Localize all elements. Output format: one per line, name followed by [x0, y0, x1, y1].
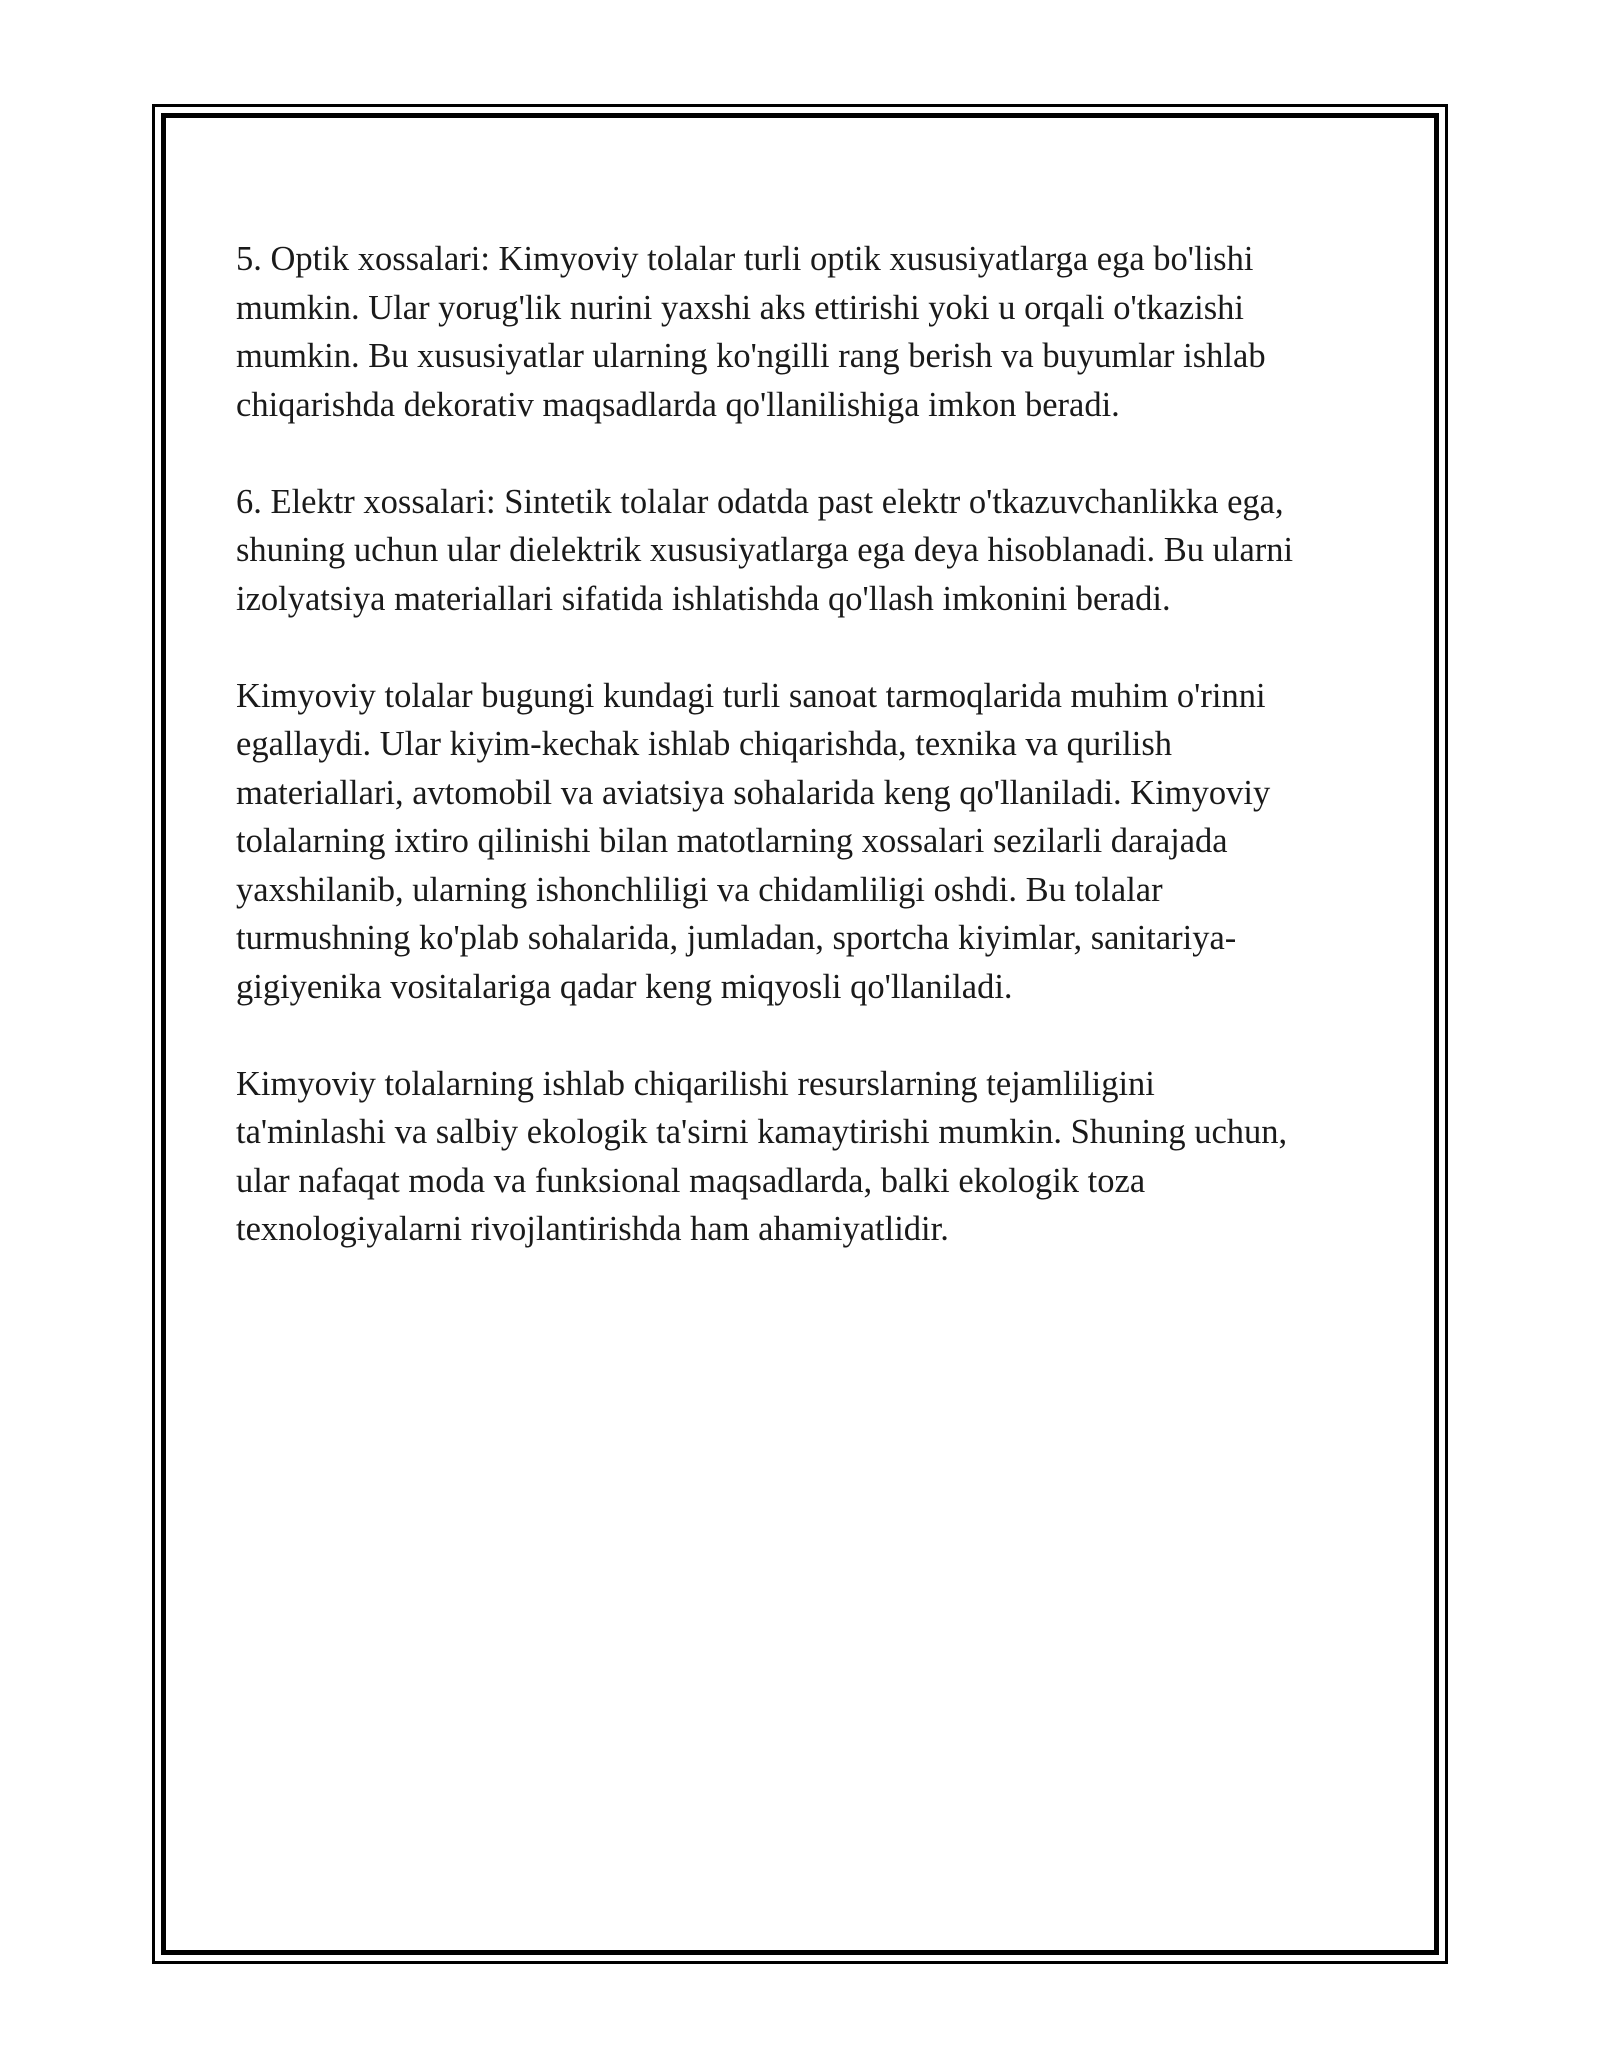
paragraph-ecology: Kimyoviy tolalarning ishlab chiqarilishi resurslarning tejamliligini ta'minlashi va salbiy ekologik ta'sirni kamaytirishi mumkin. Shuning uchun, ular nafaqat moda va funksional maqsadlarda, balki ekologik toza texnologiyalarni rivojlantirishda ham ahamiyatlidir.: [236, 1064, 1288, 1248]
paragraph-industry-usage: Kimyoviy tolalar bugungi kundagi turli sanoat tarmoqlarida muhim o'rinni egallaydi. Ular kiyim-kechak ishlab chiqarishda, texnika va qurilish materiallari, avtomobil va aviatsiya sohalarida keng qo'llaniladi. Kimyoviy tolalarning ixtiro qilinishi bilan matotlarning xossalari sezilarli darajada yaxshilanib, ularning ishonchliligi va chidamliligi oshdi. Bu tolalar turmushning ko'plab sohalarida, jumladan, sportcha kiyimlar, sanitariya- gigiyenika vositalariga qadar keng miqyosli qo'llaniladi.: [236, 676, 1271, 1006]
document-body: [236, 235, 1376, 1302]
paragraph-optical-properties: 5. Optik xossalari: Kimyoviy tolalar turli optik xususiyatlarga ega bo'lishi mumkin. Ular yorug'lik nurini yaxshi aks ettirishi yoki u orqali o'tkazishi mumkin. Bu xususiyatlar ularning ko'ngilli rang berish va buyumlar ishlab chiqarishda dekorativ maqsadlarda qo'llanilishiga imkon beradi.: [236, 240, 1266, 424]
paragraph-electrical-properties: 6. Elektr xossalari: Sintetik tolalar odatda past elektr o'tkazuvchanlikka ega, shuning uchun ular dielektrik xususiyatlarga ega deya hisoblanadi. Bu ularni izolyatsiya materiallari sifatida ishlatishda qo'llash imkonini beradi.: [236, 482, 1294, 618]
